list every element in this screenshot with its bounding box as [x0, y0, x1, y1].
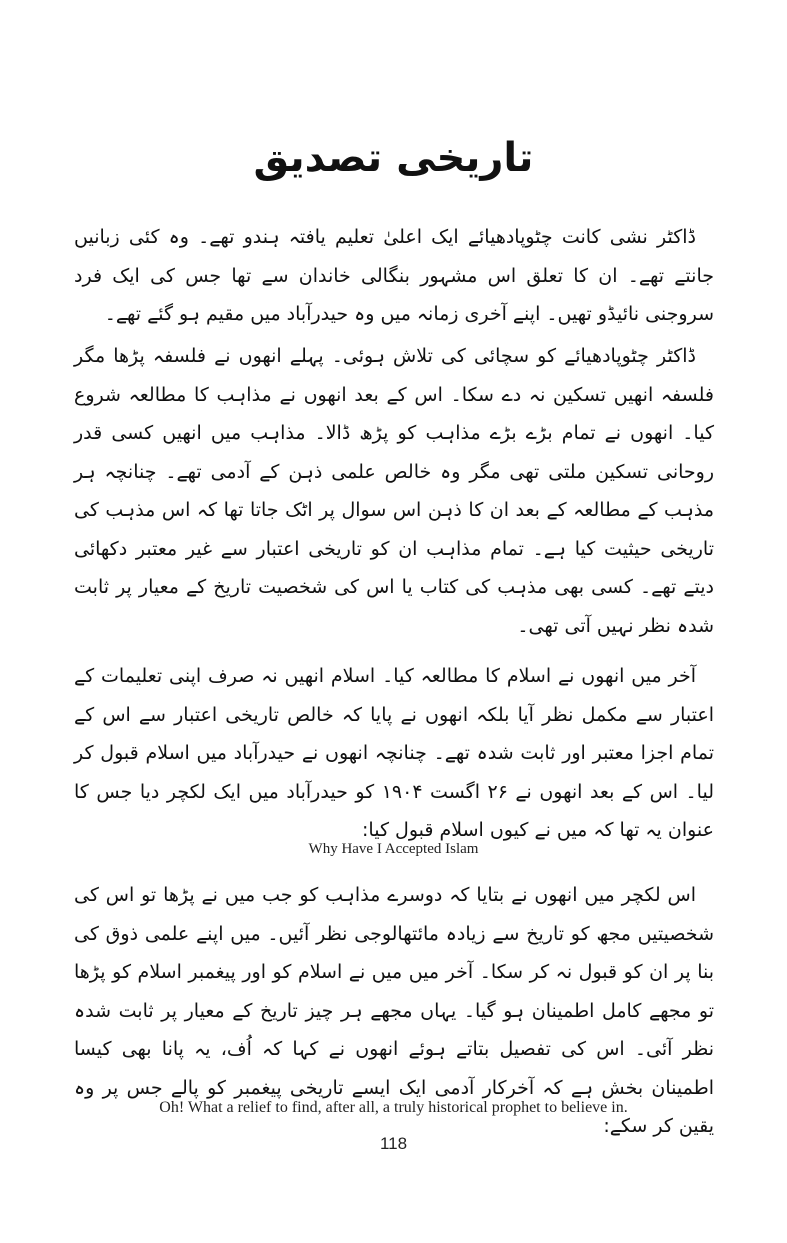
paragraph-text: اس لکچر میں انھوں نے بتایا کہ دوسرے مذاہب کو جب میں نے پڑھا تو اس کی شخصیتیں مجھ کو تاریخ سے زیادہ مائتھالوجی نظر آئیں۔ میں اپنے علمی ذوق کی بنا پر ان کو قبول نہ کر سکا۔ آخر میں میں نے اسلام کو اور پیغمبر اسلام کو پڑھا تو مجھے کامل اطمینان ہو گیا۔ یہاں مجھے ہر چیز تاریخ کے معیار پر ثابت شدہ نظر آئی۔ اس کی تفصیل بتاتے ہوئے انھوں نے کہا کہ اُف، یہ پانا بھی کیسا اطمینان بخش ہے کہ آخرکار آدمی ایک ایسے تاریخی پیغمبر کو پالے جس پر وہ یقین کر سکے: [74, 884, 714, 1137]
paragraph-study-of-islam [74, 657, 714, 850]
english-lecture-title: Why Have I Accepted Islam [308, 841, 479, 857]
paragraph-intro [74, 218, 714, 334]
paragraph-text: آخر میں انھوں نے اسلام کا مطالعہ کیا۔ اسلام انھیں نہ صرف اپنی تعلیمات کے اعتبار سے مکمل نظر آیا بلکہ انھوں نے پایا کہ خالص تاریخی اعتبار سے اس کے تمام اجزا معتبر اور ثابت شدہ تھے۔ چنانچہ انھوں نے حیدرآباد میں اسلام قبول کر لیا۔ اس کے بعد انھوں نے ۲۶ اگست ۱۹۰۴ کو حیدرآباد میں ایک لکچر دیا جس کا عنوان یہ تھا کہ میں نے کیوں اسلام قبول کیا: [74, 665, 714, 841]
paragraph-text: ڈاکٹر چٹوپادھیائے کو سچائی کی تلاش ہوئی۔ پہلے انھوں نے فلسفہ پڑھا مگر فلسفہ انھیں تسکین نہ دے سکا۔ اس کے بعد انھوں نے مذاہب کا مطالعہ شروع کیا۔ انھوں نے تمام بڑے بڑے مذاہب کو پڑھ ڈالا۔ مذاہب میں انھیں کسی قدر روحانی تسکین ملتی تھی مگر وہ خالص علمی ذہن کے آدمی تھے۔ چنانچہ ہر مذہب کے مطالعہ کے بعد ان کا ذہن اس سوال پر اٹک جاتا تھا کہ اس مذہب کی تاریخی حیثیت کیا ہے۔ تمام مذاہب ان کو تاریخی اعتبار سے غیر معتبر دکھائی دیتے تھے۔ کسی بھی مذہب کی کتاب یا اس کی شخصیت تاریخ کے معیار پر ثابت شدہ نظر نہیں آتی تھی۔ [74, 345, 714, 637]
paragraph-text: ڈاکٹر نشی کانت چٹوپادھیائے ایک اعلیٰ تعلیم یافتہ ہندو تھے۔ وہ کئی زبانیں جانتے تھے۔ ان کا تعلق اس مشہور بنگالی خاندان سے تھا جس کی ایک فرد سروجنی نائیڈو تھیں۔ اپنے آخری زمانہ میں وہ حیدرآباد میں مقیم ہو گئے تھے۔ [74, 226, 714, 325]
english-quote: Oh! What a relief to find, after all, a truly historical prophet to believe in. [159, 1099, 628, 1116]
paragraph-search-for-truth [74, 337, 714, 645]
page-number: 118 [379, 1134, 408, 1153]
page-title: تاریخی تصدیق [253, 135, 534, 181]
